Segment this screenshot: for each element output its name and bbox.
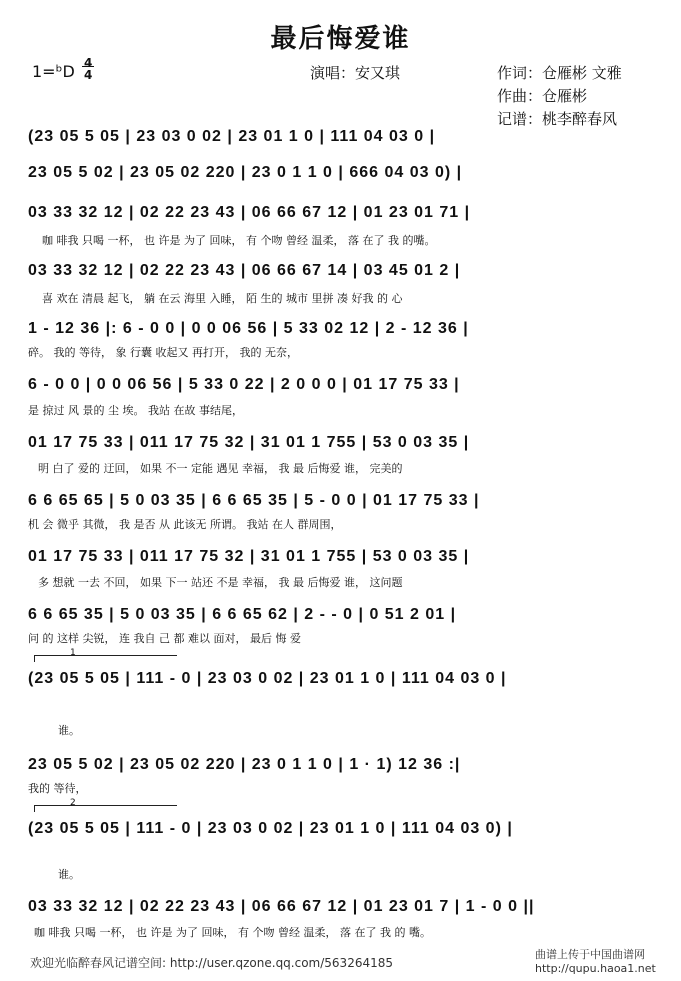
lyricist-credit: 作词：仓雁彬 文雅: [497, 64, 622, 82]
lyrics: 我的 等待，: [28, 782, 87, 795]
notation: 1 - 12 36 |: 6 - 0 0 | 0 0 06 56 | 5 33 02 12 | 2 - 12 36 |: [28, 320, 469, 337]
transcriber-credit: 记谱：桃李醉春风: [497, 110, 618, 128]
notation: 01 17 75 33 | 011 17 75 32 | 31 01 1 755 | 53 0 03 35 |: [28, 548, 470, 565]
composer-credit: 作曲：仓雁彬: [497, 87, 588, 105]
volta-bracket-2: [34, 805, 177, 812]
notation: 23 05 5 02 | 23 05 02 220 | 23 0 1 1 0 | 1 · 1) 12 36 :|: [28, 756, 461, 773]
lyrics: 谁。: [58, 724, 80, 737]
volta-bracket-1: [34, 655, 177, 662]
watermark-line-2: http://qupu.haoa1.net: [535, 962, 656, 975]
notation: 03 33 32 12 | 02 22 23 43 | 06 66 67 12 | 01 23 01 7 | 1 - 0 0 ||: [28, 898, 535, 915]
watermark-line-1: 曲谱上传于中国曲谱网: [535, 948, 645, 961]
lyrics: 咖 啡我 只喝 一杯， 也 许是 为了 回味， 有 个吻 曾经 温柔， 落 在了 我 的嘴。: [42, 234, 436, 247]
notation: (23 05 5 05 | 111 - 0 | 23 03 0 02 | 23 01 1 0 | 111 04 03 0) |: [28, 820, 513, 837]
lyrics: 是 掠过 风 景的 尘 埃。 我站 在故 事结尾，: [28, 404, 243, 417]
lyrics: 明 白了 爱的 迂回， 如果 不一 定能 遇见 幸福， 我 最 后悔爱 谁， 完美的: [38, 462, 403, 475]
lyrics: 咖 啡我 只喝 一杯， 也 许是 为了 回味， 有 个吻 曾经 温柔， 落 在了 我 的 嘴。: [34, 926, 431, 939]
footer-link-text: 欢迎光临醉春风记谱空间: http://user.qzone.qq.com/563264185: [30, 956, 394, 970]
lyrics: 谁。: [58, 868, 80, 881]
volta-number: 1: [70, 648, 76, 658]
notation: 6 6 65 65 | 5 0 03 35 | 6 6 65 35 | 5 - 0 0 | 01 17 75 33 |: [28, 492, 480, 509]
notation: 6 - 0 0 | 0 0 06 56 | 5 33 0 22 | 2 0 0 0 | 01 17 75 33 |: [28, 376, 460, 393]
time-signature-top: 4: [84, 56, 93, 70]
notation: (23 05 5 05 | 23 03 0 02 | 23 01 1 0 | 111 04 03 0 |: [28, 128, 436, 145]
time-signature-divider: [82, 66, 94, 67]
singer-credit: 演唱：安又琪: [310, 64, 401, 82]
notation: 03 33 32 12 | 02 22 23 43 | 06 66 67 12 | 01 23 01 71 |: [28, 204, 471, 221]
time-signature-bottom: 4: [84, 68, 93, 82]
lyrics: 碎。 我的 等待， 象 行囊 收起又 再打开， 我的 无奈，: [28, 346, 298, 359]
volta-number: 2: [70, 798, 76, 808]
lyrics: 机 会 微乎 其微， 我 是否 从 此该无 所谓。 我站 在人 群周围，: [28, 518, 342, 531]
notation: (23 05 5 05 | 111 - 0 | 23 03 0 02 | 23 01 1 0 | 111 04 03 0 |: [28, 670, 507, 687]
notation: 01 17 75 33 | 011 17 75 32 | 31 01 1 755 | 53 0 03 35 |: [28, 434, 470, 451]
footer-watermark: [535, 948, 656, 976]
notation: 23 05 5 02 | 23 05 02 220 | 23 0 1 1 0 | 666 04 03 0) |: [28, 164, 463, 181]
notation: 03 33 32 12 | 02 22 23 43 | 06 66 67 14 | 03 45 01 2 |: [28, 262, 461, 279]
key-signature: 1=ᵇD: [32, 62, 75, 81]
song-title: 最后悔爱谁: [270, 24, 411, 54]
notation: 6 6 65 35 | 5 0 03 35 | 6 6 65 62 | 2 - - 0 | 0 51 2 01 |: [28, 606, 457, 623]
lyrics: 问 的 这样 尖锐， 连 我自 己 都 难以 面对， 最后 悔 爱: [28, 632, 301, 645]
lyrics: 喜 欢在 清晨 起飞， 躺 在云 海里 入睡， 陌 生的 城市 里拼 凑 好我 的 心: [42, 292, 403, 305]
lyrics: 多 想就 一去 不回， 如果 下一 站还 不是 幸福， 我 最 后悔爱 谁， 这问题: [38, 576, 403, 589]
